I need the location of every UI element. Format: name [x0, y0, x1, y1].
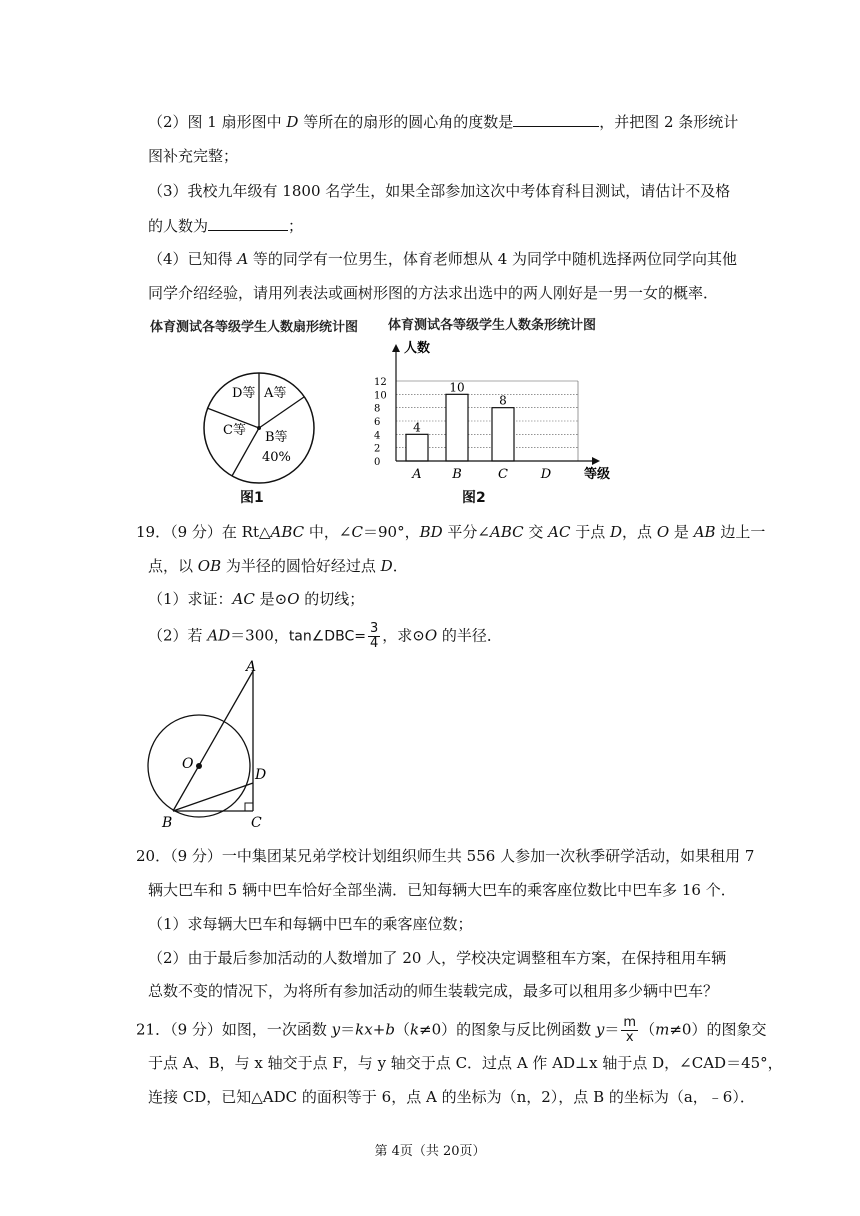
text: 中，∠	[304, 523, 352, 541]
bar-data-label: 10	[449, 380, 465, 395]
q18-part4-line2: 同学介绍经验，请用列表法或画树形图的方法求出选中的两人刚好是一男一女的概率．	[148, 284, 719, 302]
q18-part2-line1	[148, 112, 738, 132]
y-tick-label: 0	[374, 457, 381, 468]
var: AB	[693, 523, 716, 541]
answer-blank	[208, 216, 288, 231]
segment-ab	[173, 671, 253, 811]
var: k	[409, 1020, 420, 1039]
text: ＝300，	[230, 626, 289, 645]
bar-data-label: 4	[413, 420, 421, 435]
var: y	[595, 1020, 605, 1039]
var: BD	[419, 523, 443, 541]
var: O	[656, 523, 670, 541]
var: m	[655, 1020, 670, 1039]
q19-part1	[148, 589, 364, 609]
q18-part3-line1: （3）我校九年级有 1800 名学生，如果全部参加这次中考体育科目测试，请估计不及格	[148, 182, 731, 200]
denominator: x	[625, 1030, 634, 1045]
text: （9 分）在 Rt△	[170, 523, 271, 541]
y-axis-arrow	[392, 344, 400, 352]
question-number: 19．	[136, 523, 171, 541]
var: ABC	[270, 523, 305, 541]
center-o	[196, 763, 202, 769]
text: 21．（9 分）如图，一次函数	[136, 1020, 332, 1039]
pie-chart	[200, 350, 320, 486]
var: AC	[548, 523, 571, 541]
bar	[492, 408, 514, 461]
label-d: D	[255, 767, 267, 783]
page-footer: 第 4页（共 20页）	[374, 1144, 486, 1159]
text: ，点	[622, 523, 657, 541]
answer-blank	[513, 112, 599, 127]
x-axis-label: 等级	[584, 467, 611, 482]
text: 是⊙	[254, 590, 288, 608]
label-c: C	[251, 815, 262, 831]
text: 交	[523, 523, 549, 541]
y-tick-label: 4	[374, 430, 381, 442]
pie-label-c: C等	[223, 423, 246, 438]
figure-1-caption: 图1	[240, 490, 264, 506]
x-tick-label: B	[452, 467, 462, 482]
text: 的人数为	[148, 217, 209, 235]
pie-center	[257, 426, 261, 430]
text: （4）已知得	[148, 250, 238, 268]
fraction-m-over-x	[621, 1016, 638, 1045]
q21-line2: 于点 A、B，与 x 轴交于点 F，与 y 轴交于点 C．过点 A 作 AD⊥x 轴于点 D，∠CAD＝45°，	[148, 1054, 783, 1072]
text: （2）图 1 扇形图中	[148, 113, 287, 131]
var: AC	[232, 590, 255, 608]
bar-data-label: 8	[499, 393, 507, 408]
pie-label-b-percent: 40%	[262, 450, 291, 465]
text: 的切线；	[299, 590, 365, 608]
text: +	[372, 1020, 386, 1039]
bar	[406, 434, 428, 461]
text: ；	[288, 217, 304, 235]
var: O	[424, 626, 438, 645]
y-tick-label: 12	[374, 377, 387, 388]
text: 是	[669, 523, 694, 541]
bar-chart	[368, 336, 628, 486]
text: 边上一	[715, 523, 766, 541]
label-o: O	[182, 756, 194, 772]
text: ≠0）的图象与反比例函数	[419, 1020, 596, 1039]
text: ，并把图 2 条形统计	[599, 113, 739, 131]
text: 平分∠	[442, 523, 490, 541]
text: 等所在的扇形的圆心角的度数是	[298, 113, 514, 131]
figure-2-caption: 图2	[462, 490, 486, 506]
bar-chart-title: 体育测试各等级学生人数条形统计图	[388, 318, 597, 333]
y-tick-label: 2	[374, 443, 381, 455]
var: y	[331, 1020, 341, 1039]
q19-line2	[148, 556, 408, 576]
pie-label-b: B等	[265, 430, 288, 445]
text: ，求⊙	[382, 626, 425, 645]
q19-line1	[136, 522, 765, 542]
q20-line1: 20．（9 分）一中集团某兄弟学校计划组织师生共 556 人参加一次秋季研学活动，如果租用 7	[136, 847, 755, 865]
var: D	[610, 523, 623, 541]
text: ≠0）的图象交	[669, 1020, 767, 1039]
var-d: D	[286, 113, 299, 131]
y-tick-label: 8	[374, 403, 381, 415]
text: 等的同学有一位男生，体育老师想从 4 为同学中随机选择两位同学向其他	[248, 250, 738, 268]
var: D	[380, 557, 393, 575]
text: ＝	[340, 1020, 356, 1039]
text: （2）若	[148, 626, 208, 645]
var: b	[385, 1020, 395, 1039]
denominator: 4	[369, 636, 379, 651]
var: ABC	[489, 523, 524, 541]
q21-line1	[136, 1016, 766, 1045]
numerator: m	[623, 1015, 637, 1030]
y-tick-label: 6	[374, 417, 381, 428]
text: 为半径的圆恰好经过点	[221, 557, 381, 575]
text: （	[640, 1020, 656, 1039]
bar	[446, 394, 468, 461]
label-a: A	[246, 659, 257, 675]
var-a: A	[237, 250, 249, 268]
q20-line2: 辆大巴车和 5 辆中巴车恰好全部坐满．已知每辆大巴车的乘客座位数比中巴车多 16 个．	[148, 881, 736, 899]
q18-part2-line2: 图补充完整；	[148, 147, 239, 165]
var: AD	[207, 626, 231, 645]
q18-part4-line1	[148, 249, 737, 269]
q21-line3: 连接 CD，已知△ADC 的面积等于 6，点 A 的坐标为（n，2），点 B 的坐标为（a，﹣6）．	[148, 1088, 755, 1106]
q18-part3-line2	[148, 216, 303, 236]
pie-label-a: A等	[264, 386, 287, 401]
var: OB	[197, 557, 222, 575]
y-tick-label: 10	[374, 390, 387, 402]
tan-expression: tan∠DBC=	[288, 628, 366, 645]
text: ＝	[604, 1020, 620, 1039]
numerator: 3	[369, 621, 379, 636]
text: 的半径．	[437, 626, 502, 645]
q20-part2-line2: 总数不变的情况下，为将所有参加活动的师生装载完成，最多可以租用多少辆中巴车？	[148, 982, 719, 1000]
text: 于点	[570, 523, 611, 541]
y-axis-label: 人数	[404, 341, 431, 356]
right-angle-mark	[245, 803, 253, 811]
x-tick-label: A	[412, 467, 422, 482]
fraction	[368, 622, 380, 651]
var: C	[351, 523, 363, 541]
pie-divider	[259, 397, 304, 428]
x-axis-arrow	[592, 457, 600, 465]
pie-label-d: D等	[232, 386, 256, 401]
segment-bd	[173, 783, 253, 811]
x-tick-label: C	[498, 467, 508, 482]
text: 点，以	[148, 557, 198, 575]
var: kx	[355, 1020, 373, 1039]
text: （1）求证：	[148, 590, 233, 608]
pie-chart-title: 体育测试各等级学生人数扇形统计图	[150, 320, 359, 335]
label-b: B	[162, 815, 173, 831]
text: ＝90°，	[362, 523, 420, 541]
geometry-figure	[140, 655, 280, 833]
q19-part2	[148, 622, 502, 651]
text: ．	[392, 557, 408, 575]
var: O	[287, 590, 300, 608]
q20-part1: （1）求每辆大巴车和每辆中巴车的乘客座位数；	[148, 915, 473, 933]
text: （	[394, 1020, 410, 1039]
x-tick-label: D	[540, 467, 552, 482]
q20-part2-line1: （2）由于最后参加活动的人数增加了 20 人，学校决定调整租车方案，在保持租用车辆	[148, 949, 727, 967]
